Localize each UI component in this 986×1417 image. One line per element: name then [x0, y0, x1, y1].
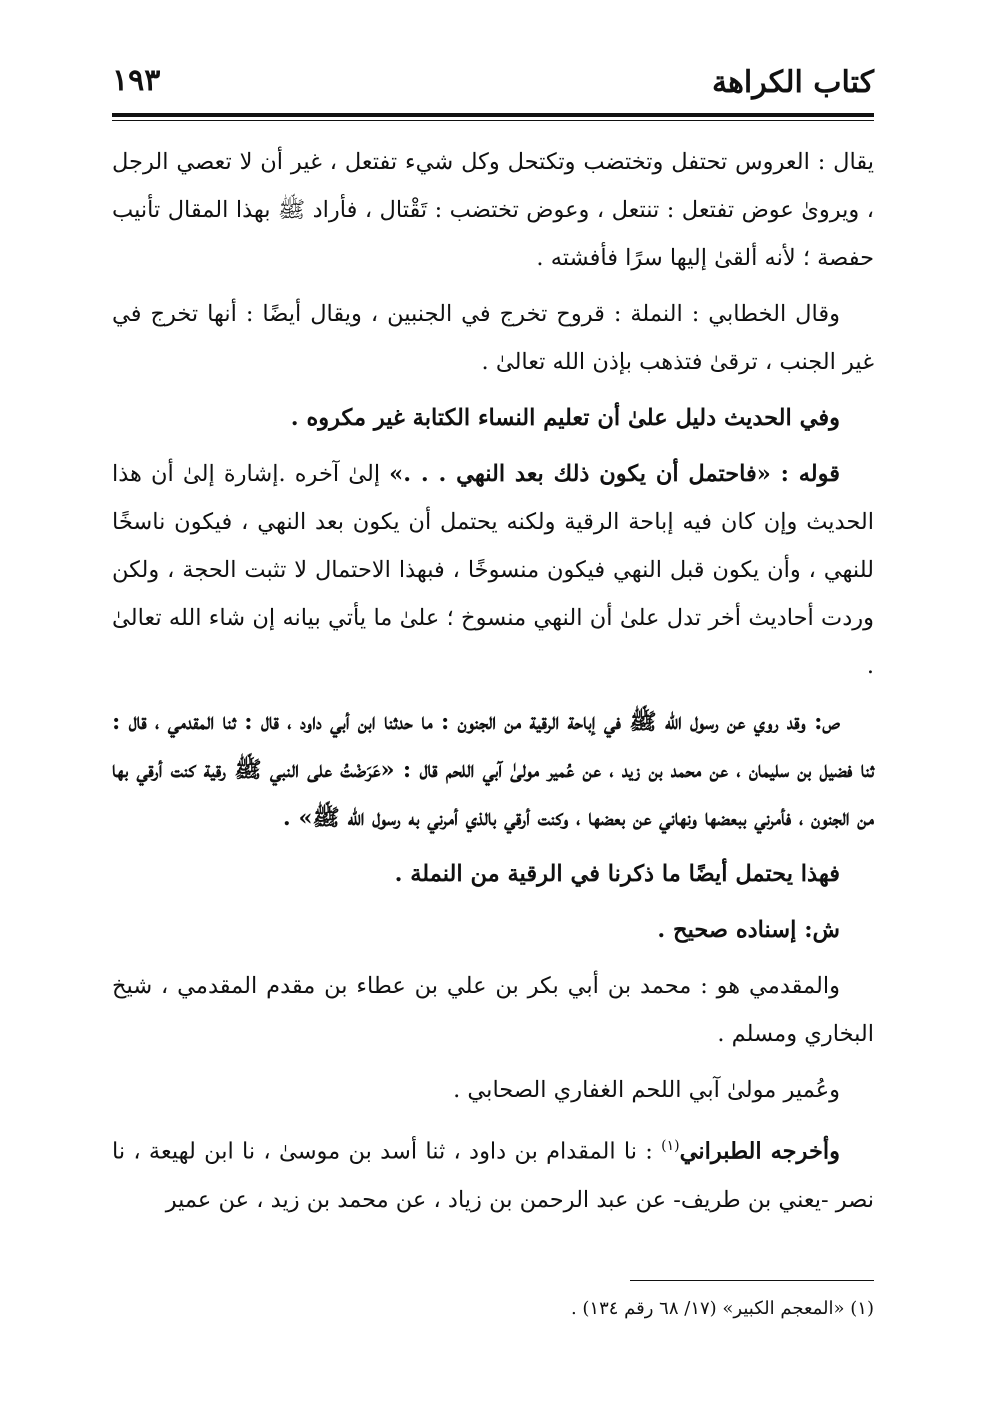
- page-header: [112, 58, 874, 108]
- main-text: [112, 138, 874, 1232]
- paragraph-qawluhu: [112, 450, 874, 690]
- paragraph-shin: ش: إسناده صحيح .: [657, 917, 840, 943]
- footnote-ref[interactable]: (١): [661, 1138, 680, 1154]
- paragraph-hadith-note: وفي الحديث دليل علىٰ أن تعليم النساء الكتابة غير مكروه .: [290, 405, 840, 431]
- paragraph-umayr: وعُمير مولىٰ آبي اللحم الغفاري الصحابي .: [453, 1077, 840, 1103]
- paragraph-muqaddami: والمقدمي هو : محمد بن أبي بكر بن علي بن عطاء بن مقدم المقدمي ، شيخ البخاري ومسلم .: [112, 973, 874, 1047]
- takhrij-text: : نا المقدام بن داود ، ثنا أسد بن موسىٰ ، نا ابن لهيعة ، نا نصر -يعني بن طريف- عن عبد الرحمن بن زياد ، عن محمد بن زيد ، عن عمير: [112, 1138, 874, 1213]
- header-rule: [112, 113, 874, 117]
- footnote-rule: [630, 1280, 874, 1281]
- paragraph-arus: يقال : العروس تحتفل وتختضب وتكتحل وكل شيء تفتعل ، غير أن لا تعصي الرجل ، ويروىٰ عوض تفتعل : تنتعل ، وعوض تختضب : تَقْتال ، فأراد ﷺ بهذا المقال تأنيب حفصة ؛ لأنه ألقىٰ إليها سرًا فأفشته .: [112, 149, 874, 271]
- qawluhu-label: قوله : «فاحتمل أن يكون ذلك بعد النهي . . .»: [389, 461, 840, 487]
- paragraph-sad: ص: وقد روي عن رسول الله ﷺ في إباحة الرقية من الجنون : ما حدثنا ابن أبي داود ، قال : ثنا المقدمي ، قال : ثنا فضيل بن سليمان ، عن محمد بن زيد ، عن عُمير مولىٰ آبي اللحم قال : «عَرَضْتُ على النبي ﷺ رقية كنت أرقي بها من الجنون ، فأمرني ببعضها ونهاني عن بعضها ، وكنت أرقي بالذي أمرني به رسول الله ﷺ» .: [112, 709, 874, 831]
- paragraph-fahadha: فهذا يحتمل أيضًا ما ذكرنا في الرقية من النملة .: [394, 861, 840, 887]
- header-rule-thin: [112, 120, 874, 121]
- paragraph-khattabi: وقال الخطابي : النملة : قروح تخرج في الجنبين ، ويقال أيضًا : أنها تخرج في غير الجنب ، ترقىٰ فتذهب بإذن الله تعالىٰ .: [112, 301, 874, 375]
- running-title: كتاب الكراهة: [712, 65, 874, 100]
- qawluhu-text: إلىٰ آخره .إشارة إلىٰ أن هذا الحديث وإن كان فيه إباحة الرقية ولكنه يحتمل أن يكون بعد النهي ، فيكون ناسخًا للنهي ، وأن يكون قبل النهي فيكون منسوخًا ، فبهذا الاحتمال لا تثبت الحجة ، ولكن وردت أحاديث أخر تدل علىٰ أن النهي منسوخ ؛ علىٰ ما يأتي بيانه إن شاء الله تعالىٰ .: [112, 461, 874, 679]
- takhrij-label: وأخرجه الطبراني: [679, 1138, 840, 1165]
- footnote: (١) «المعجم الكبير» (١٧/ ٦٨ رقم ١٣٤) .: [570, 1298, 874, 1319]
- paragraph-takhrij: [112, 1122, 874, 1224]
- page-number: ١٩٣: [112, 63, 161, 98]
